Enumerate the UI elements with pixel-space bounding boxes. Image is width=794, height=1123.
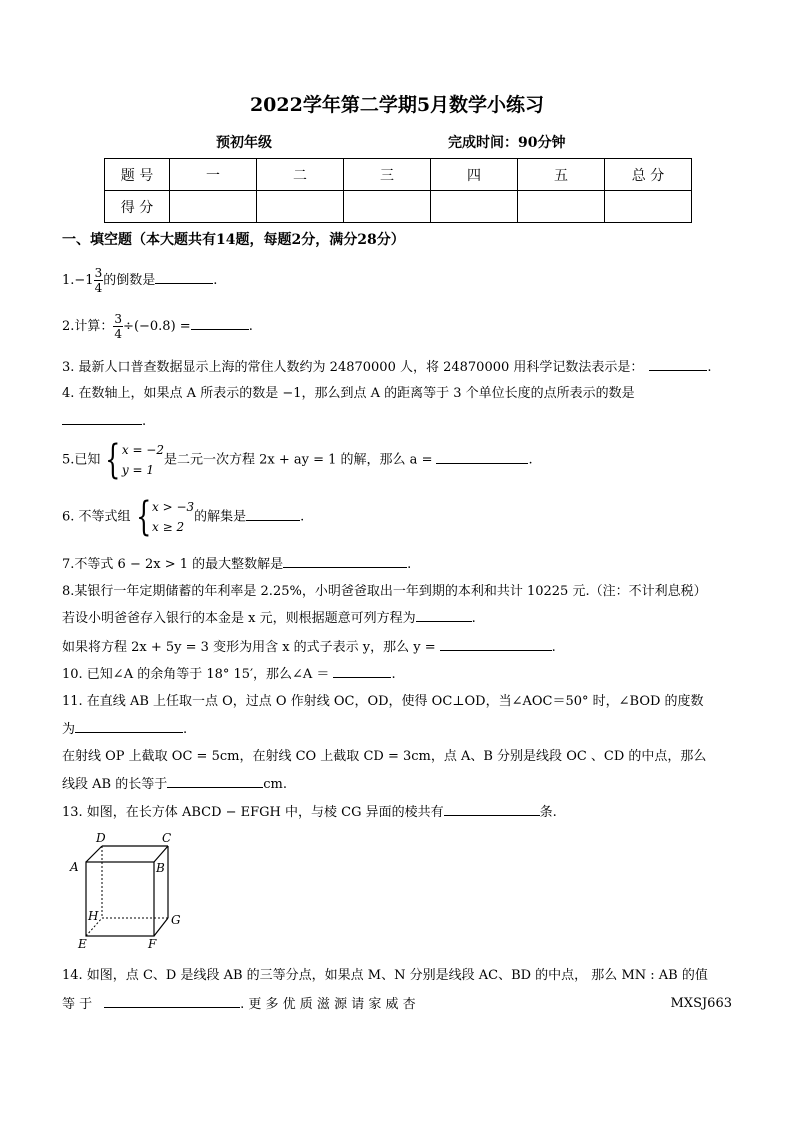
- question-9: [62, 638, 556, 657]
- q-end: .: [183, 722, 188, 737]
- vertex-label: A: [70, 860, 79, 874]
- answer-blank[interactable]: [649, 358, 707, 371]
- table-cell: 总 分: [605, 159, 692, 191]
- inequality: x ≥ 2: [152, 520, 185, 534]
- q-end: .: [528, 452, 533, 468]
- answer-blank[interactable]: [440, 638, 552, 651]
- q-end: .: [471, 611, 476, 626]
- answer-blank[interactable]: [283, 555, 407, 568]
- question-11-line2: [62, 720, 187, 739]
- q-text: 2.计算：: [62, 319, 114, 334]
- score-table: [104, 158, 692, 223]
- score-input-cell[interactable]: [257, 191, 344, 223]
- numerator: 3: [114, 312, 123, 326]
- answer-blank[interactable]: [104, 995, 240, 1008]
- time-label: 完成时间：90分钟: [448, 135, 566, 151]
- table-cell: 得 分: [105, 191, 170, 223]
- question-14: [62, 967, 708, 985]
- q-text: 14. 如图，点 C、D 是线段 AB 的三等分点，如果点 M、N 分别是线段 AC、BD 的中点， 那么 MN : AB 的值: [62, 968, 708, 983]
- watermark-text: . 更 多 优 质 滋 源 请 家 威 杏: [240, 997, 416, 1012]
- brace-icon: {: [105, 437, 121, 483]
- question-3: [62, 358, 712, 377]
- q-text: 若设小明爸爸存入银行的本金是 x 元，则根据题意可列方程为: [62, 611, 416, 626]
- answer-blank[interactable]: [444, 803, 540, 816]
- question-1: [62, 266, 217, 295]
- q-text: 5.已知: [62, 452, 101, 468]
- q-text: 4. 在数轴上，如果点 A 所表示的数是 −1，那么到点 A 的距离等于 3 个单位长度的点所表示的数是: [62, 386, 635, 401]
- table-cell: 题 号: [105, 159, 170, 191]
- q-text: 10. 已知∠A 的余角等于 18° 15′，那么∠A ＝: [62, 667, 330, 682]
- question-11: [62, 693, 704, 711]
- fraction: [113, 312, 123, 341]
- question-10: [62, 665, 396, 684]
- question-8: [62, 583, 707, 601]
- question-8-line2: [62, 609, 476, 628]
- question-12-line2: [62, 775, 287, 794]
- q-end: .: [391, 667, 396, 682]
- q-text: 的倒数是: [103, 273, 156, 288]
- q-end: .: [407, 557, 412, 572]
- question-2: [62, 312, 253, 341]
- numerator: 3: [94, 266, 103, 280]
- q-text: 11. 在直线 AB 上任取一点 O，过点 O 作射线 OC，OD，使得 OC⊥OD，当∠AOC＝50° 时，∠BOD 的度数: [62, 694, 704, 709]
- inequality: x > −3: [152, 500, 195, 514]
- question-4: [62, 385, 635, 403]
- brace-icon: {: [135, 494, 151, 540]
- answer-blank[interactable]: [436, 451, 528, 464]
- q-end: .: [248, 319, 253, 334]
- answer-blank[interactable]: [75, 720, 183, 733]
- table-row: [105, 191, 692, 223]
- vertex-label: E: [78, 937, 87, 950]
- edge-FG: [154, 918, 168, 936]
- equation-system: [122, 440, 164, 480]
- answer-blank[interactable]: [155, 271, 213, 284]
- vertex-label: G: [171, 913, 181, 927]
- q-text: 6. 不等式组: [62, 509, 131, 525]
- table-row: [105, 159, 692, 191]
- table-cell: 三: [344, 159, 431, 191]
- table-cell: 五: [518, 159, 605, 191]
- q-number: 1.: [62, 273, 75, 288]
- grade-label: 预初年级: [216, 135, 272, 151]
- table-cell: 一: [170, 159, 257, 191]
- answer-blank[interactable]: [167, 775, 263, 788]
- vertex-label: F: [148, 937, 157, 950]
- q-text: ÷(−0.8) =: [123, 319, 191, 334]
- q-end: .: [551, 640, 556, 655]
- question-6: [62, 494, 305, 540]
- cuboid-figure: [64, 828, 194, 950]
- equation: x = −2: [121, 443, 164, 457]
- score-input-cell[interactable]: [518, 191, 605, 223]
- q-text: 是二元一次方程 2x + ay = 1 的解，那么 a =: [164, 452, 433, 468]
- score-input-cell[interactable]: [344, 191, 431, 223]
- equation: y = 1: [121, 463, 154, 477]
- mixed-whole: −1: [74, 273, 94, 288]
- denominator: 4: [114, 327, 123, 341]
- q-text: 在射线 OP 上截取 OC = 5cm，在射线 CO 上截取 CD = 3cm，点 A、B 分别是线段 OC 、CD 的中点，那么: [62, 749, 707, 764]
- score-input-cell[interactable]: [170, 191, 257, 223]
- vertex-label: H: [88, 909, 99, 923]
- score-input-cell[interactable]: [431, 191, 518, 223]
- answer-blank[interactable]: [416, 609, 472, 622]
- q-end: .: [300, 509, 305, 525]
- section-heading: 一、填空题（本大题共有14题，每题2分，满分28分）: [62, 232, 405, 248]
- q-text: 如果将方程 2x + 5y = 3 变形为用含 x 的式子表示 y，那么 y =: [62, 640, 436, 655]
- answer-blank[interactable]: [191, 317, 249, 330]
- answer-blank[interactable]: [246, 508, 300, 521]
- q-end: .: [707, 360, 712, 375]
- page-title: 2022学年第二学期5月数学小练习: [249, 94, 545, 116]
- q-text: 的解集是: [194, 509, 247, 525]
- question-13: [62, 803, 557, 822]
- vertex-label: B: [156, 861, 165, 875]
- q-text: 为: [62, 722, 76, 737]
- inequality-system: [152, 497, 194, 537]
- score-input-cell[interactable]: [605, 191, 692, 223]
- edge-BC: [154, 846, 168, 862]
- table-cell: 二: [257, 159, 344, 191]
- q-text: 13. 如图，在长方体 ABCD − EFGH 中，与棱 CG 异面的棱共有: [62, 805, 444, 820]
- q-text: 7.不等式 6 − 2x > 1 的最大整数解是: [62, 557, 284, 572]
- q-text: 线段 AB 的长等于: [62, 777, 168, 792]
- question-14-line2: [62, 995, 732, 1014]
- q-end: 条.: [539, 805, 557, 820]
- q-end: .: [142, 414, 147, 429]
- vertex-label: C: [162, 831, 172, 845]
- q-text: 8.某银行一年定期储蓄的年利率是 2.25%，小明爸爸取出一年到期的本利和共计 10225 元.（注：不计利息税）: [62, 584, 707, 599]
- question-5: [62, 437, 533, 483]
- q-text: 等 于: [62, 997, 93, 1012]
- q-end: .: [213, 273, 218, 288]
- watermark-code: MXSJ663: [670, 996, 732, 1011]
- denominator: 4: [94, 281, 103, 295]
- question-7: [62, 555, 411, 574]
- q-text: 3. 最新人口普查数据显示上海的常住人数约为 24870000 人，将 24870000 用科学记数法表示是：: [62, 360, 644, 375]
- answer-blank[interactable]: [333, 665, 391, 678]
- question-4-line2: [62, 412, 146, 431]
- front-face: [86, 862, 154, 936]
- edge-AD: [86, 846, 102, 862]
- vertex-label: D: [96, 831, 106, 845]
- unit: cm.: [263, 777, 287, 792]
- question-12: [62, 748, 706, 766]
- fraction: [94, 266, 104, 295]
- table-cell: 四: [431, 159, 518, 191]
- answer-blank[interactable]: [62, 412, 142, 425]
